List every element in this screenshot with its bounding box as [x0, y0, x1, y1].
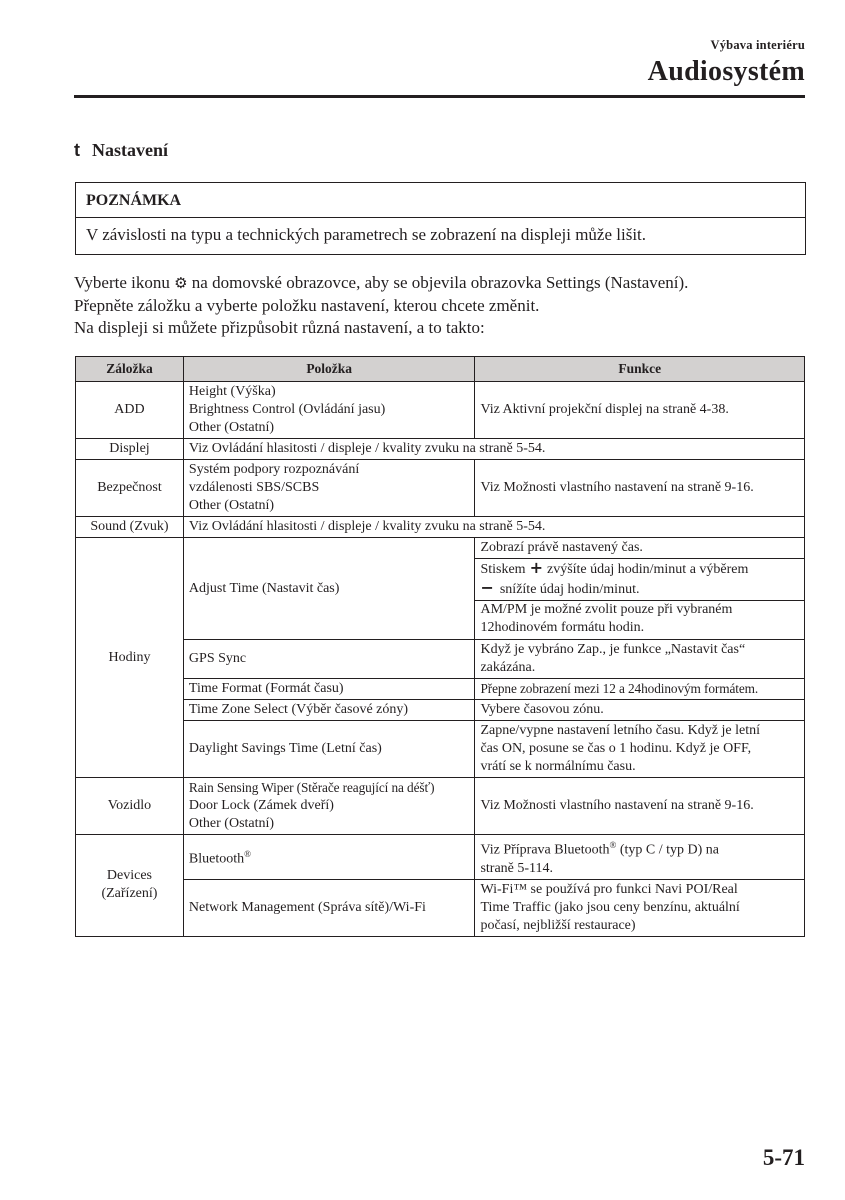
function-line: Zapne/vypne nastavení letního času. Když je letní: [480, 723, 760, 738]
text-fragment: (typ C / typ D) na: [616, 842, 719, 858]
function-line: [480, 836, 799, 860]
text-fragment: Stiskem: [480, 562, 526, 577]
table-row: [76, 439, 805, 460]
item-cell: Adjust Time (Nastavit čas): [183, 538, 475, 640]
note-text: V závislosti na typu a technických parametrech se zobrazení na displeji může lišit.: [86, 225, 647, 244]
item-cell: [183, 382, 475, 439]
function-cell: [475, 835, 805, 880]
item-cell: Daylight Savings Time (Letní čas): [183, 721, 475, 778]
page-number: 5-71: [762, 1145, 805, 1170]
merged-cell: Viz Ovládání hlasitosti / displeje / kvality zvuku na straně 5-54.: [183, 439, 804, 460]
function-line: [475, 601, 804, 638]
tab-cell-security: Bezpečnost: [76, 460, 184, 517]
tab-label: Devices: [106, 868, 152, 884]
tab-cell-vehicle: Vozidlo: [76, 778, 184, 835]
intro-line-3: Na displeji si můžete přizpůsobit různá nastavení, a to takto:: [74, 318, 485, 337]
function-cell: [475, 640, 805, 679]
note-box: [75, 182, 806, 255]
function-line: počasí, nejbližší restaurace): [480, 917, 636, 933]
section-bullet: t: [74, 140, 80, 160]
table-row: [76, 382, 805, 439]
col-header-function: Funkce: [475, 357, 805, 382]
section-heading: [74, 140, 168, 161]
table-row: [76, 721, 805, 778]
settings-table: [75, 356, 805, 937]
item-cell: [183, 778, 475, 835]
table-row: [76, 879, 805, 936]
section-title: Nastavení: [92, 140, 168, 160]
item-cell: GPS Sync: [183, 640, 475, 679]
header-rule: [74, 95, 805, 98]
function-cell: [475, 538, 805, 640]
text-fragment: 12hodinovém formátu hodin.: [480, 620, 645, 635]
function-line: straně 5-114.: [480, 860, 554, 876]
function-line: vrátí se k normálnímu času.: [480, 759, 636, 774]
function-cell: Viz Možnosti vlastního nastavení na straně 9-16.: [475, 778, 805, 835]
table-row: [76, 700, 805, 721]
table-row: [76, 679, 805, 700]
function-cell: Viz Aktivní projekční displej na straně 4-38.: [475, 382, 805, 439]
registered-mark: ®: [244, 849, 251, 859]
tab-label: (Zařízení): [101, 886, 158, 902]
item-line: Door Lock (Zámek dveří): [188, 798, 334, 813]
tab-cell-devices: [76, 835, 184, 937]
item-line: Brightness Control (Ovládání jasu): [188, 402, 386, 417]
function-line: čas ON, posune se čas o 1 hodinu. Když je OFF,: [480, 741, 752, 756]
item-line: Other (Ostatní): [188, 816, 275, 831]
function-line: Wi-Fi™ se používá pro funkci Navi POI/Real: [480, 881, 738, 897]
function-line: Když je vybráno Zap., je funkce „Nastavit čas“: [480, 642, 746, 657]
item-line: Systém podpory rozpoznávání: [188, 462, 360, 477]
merged-cell: Viz Ovládání hlasitosti / displeje / kvality zvuku na straně 5-54.: [183, 517, 804, 538]
item-cell: Time Zone Select (Výběr časové zóny): [183, 700, 475, 721]
tab-cell-display: Displej: [76, 439, 184, 460]
col-header-item: Položka: [183, 357, 475, 382]
item-line: Height (Výška): [188, 384, 276, 399]
running-head: Výbava interiéru: [710, 38, 805, 52]
item-line: vzdálenosti SBS/SCBS: [188, 480, 320, 495]
function-line: [475, 559, 804, 601]
table-row: [76, 640, 805, 679]
item-cell: [183, 460, 475, 517]
function-cell: Vybere časovou zónu.: [475, 700, 805, 721]
text-fragment: AM/PM je možné zvolit pouze při vybraném: [480, 602, 733, 617]
item-line: Other (Ostatní): [188, 420, 275, 435]
plus-icon: +: [529, 558, 543, 577]
table-row: [76, 517, 805, 538]
intro-text: [74, 272, 809, 340]
tab-cell-clock: Hodiny: [76, 538, 184, 778]
chapter-title: Audiosystém: [647, 56, 805, 87]
function-line: zakázána.: [480, 660, 536, 675]
function-cell: Viz Možnosti vlastního nastavení na straně 9-16.: [475, 460, 805, 517]
text-fragment: Bluetooth: [188, 851, 245, 867]
intro-line-1: [74, 272, 809, 295]
note-title: POZNÁMKA: [76, 183, 805, 218]
intro-line-1-end: na domovské obrazovce, aby se objevila obrazovka Settings (Nastavení).: [191, 273, 689, 292]
table-row: [76, 778, 805, 835]
item-cell: Network Management (Správa sítě)/Wi-Fi: [183, 879, 475, 936]
table-row: [76, 538, 805, 640]
table-header-row: [76, 357, 805, 382]
col-header-tab: Záložka: [76, 357, 184, 382]
function-line: Time Traffic (jako jsou ceny benzínu, aktuální: [480, 899, 740, 915]
intro-line-2: Přepněte záložku a vyberte položku nastavení, kterou chcete změnit.: [74, 295, 540, 315]
item-cell: [183, 835, 475, 880]
function-cell: Přepne zobrazení mezi 12 a 24hodinovým formátem.: [475, 679, 805, 700]
function-cell: [475, 879, 805, 936]
tab-cell-add: ADD: [76, 382, 184, 439]
registered-mark: ®: [609, 840, 617, 850]
table-row: [76, 460, 805, 517]
table-row: [76, 835, 805, 880]
tab-cell-sound: Sound (Zvuk): [76, 517, 184, 538]
item-line: Other (Ostatní): [188, 498, 275, 513]
minus-icon: −: [480, 578, 494, 597]
text-fragment: Viz Příprava Bluetooth: [480, 842, 610, 858]
text-fragment: zvýšíte údaj hodin/minut a výběrem: [546, 562, 749, 577]
item-cell: Time Format (Formát času): [183, 679, 475, 700]
function-line: Zobrazí právě nastavený čas.: [475, 539, 804, 559]
intro-line-1-start: Vyberte ikonu: [74, 273, 170, 292]
gear-icon: ⚙: [174, 274, 188, 292]
text-fragment: snížíte údaj hodin/minut.: [499, 582, 640, 597]
item-line: Rain Sensing Wiper (Stěrače reagující na déšť): [188, 780, 435, 795]
function-cell: [475, 721, 805, 778]
